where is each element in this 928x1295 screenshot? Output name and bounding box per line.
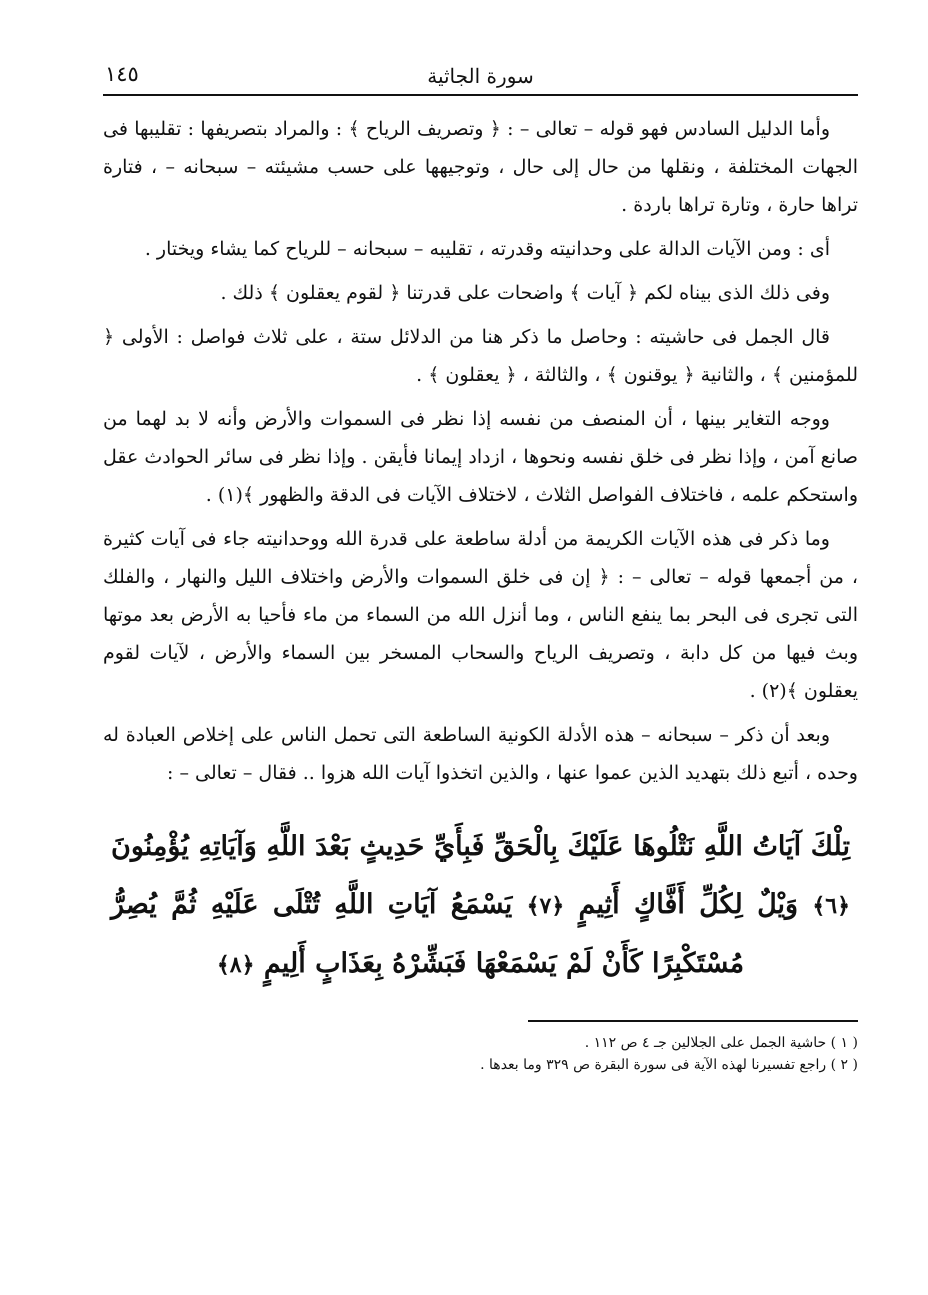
paragraph-difference: ووجه التغاير بينها ، أن المنصف من نفسه إذا نظر فى السموات والأرض وأنه لا بد لهما من صانع آمن ، وإذا نظر فى خلق نفسه ونحوها ، ازداد إيمانا فأيقن . وإذا نظر فى سائر الحوادث عقل واستحكم علمه ، فاختلاف الفواصل الثلاث ، لاختلاف الآيات فى الدقة والظهور ﴾(١) . <box>103 408 858 506</box>
paragraph-related-verse: وما ذكر فى هذه الآيات الكريمة من أدلة ساطعة على قدرة الله ووحدانيته جاء فى آيات كثيرة ، من أجمعها قوله – تعالى – : ﴿ إن فى خلق السموات والأرض واختلاف الليل والنهار ، والفلك التى تجرى فى البحر بما ينفع الناس ، وما أنزل الله من السماء من ماء فأحيا به الأرض بعد موتها وبث فيها من كل دابة ، وتصريف الرياح والسحاب المسخر بين السماء والأرض ، لآيات لقوم يعقلون ﴾(٢) . <box>103 528 858 702</box>
paragraph-transition: وبعد أن ذكر – سبحانه – هذه الأدلة الكونية الساطعة التى تحمل الناس على إخلاص العبادة له وحده ، أتبع ذلك بتهديد الذين عموا عنها ، والذين اتخذوا آيات الله هزوا .. فقال – تعالى – : <box>103 724 858 784</box>
surah-title: سورة الجاثية <box>427 64 534 88</box>
footnote-2: ( ٢ ) راجع تفسيرنا لهذه الآية فى سورة البقرة ص ٣٢٩ وما بعدها . <box>480 1057 858 1073</box>
quran-verse-7: وَيْلٌ لِكُلِّ أَفَّاكٍ أَثِيمٍ <box>578 889 799 920</box>
page-number: ١٤٥ <box>105 62 139 86</box>
paragraph-meaning: أى : ومن الآيات الدالة على وحدانيته وقدرته ، تقليبه – سبحانه – للرياح كما يشاء ويختار . <box>144 238 830 260</box>
footnotes <box>103 1032 858 1076</box>
book-page <box>103 60 858 1235</box>
footnote-divider <box>528 1020 858 1022</box>
page-header <box>103 60 858 96</box>
ayah-number-6: ﴿٦﴾ <box>812 893 850 919</box>
paragraph-jamal-note: قال الجمل فى حاشيته : وحاصل ما ذكر هنا من الدلائل ستة ، على ثلاث فواصل : الأولى ﴿ للمؤمنين ﴾ ، والثانية ﴿ يوقنون ﴾ ، والثالثة ، ﴿ يعقلون ﴾ . <box>103 326 858 386</box>
quran-verses <box>103 818 858 994</box>
footnote-1: ( ١ ) حاشية الجمل على الجلالين جـ ٤ ص ١١٢ . <box>584 1035 858 1051</box>
quran-verse-6: تِلْكَ آيَاتُ اللَّهِ نَتْلُوهَا عَلَيْكَ بِالْحَقِّ فَبِأَيِّ حَدِيثٍ بَعْدَ اللَّهِ وَآيَاتِهِ يُؤْمِنُونَ <box>111 831 850 862</box>
commentary-body <box>103 110 858 792</box>
paragraph-sixth-proof: وأما الدليل السادس فهو قوله – تعالى – : ﴿ وتصريف الرياح ﴾ : والمراد بتصريفها : تقليبها فى الجهات المختلفة ، ونقلها من حال إلى حال ، وتوجيهها على حسب مشيئته – سبحانه – ، فتارة تراها حارة ، وتارة تراها باردة . <box>103 118 858 216</box>
ayah-number-8: ﴿٨﴾ <box>216 952 255 978</box>
paragraph-signs: وفى ذلك الذى بيناه لكم ﴿ آيات ﴾ واضحات على قدرتنا ﴿ لقوم يعقلون ﴾ ذلك . <box>220 282 830 304</box>
ayah-number-7: ﴿٧﴾ <box>526 893 565 919</box>
quran-verse-8: يَسْمَعُ آيَاتِ اللَّهِ تُتْلَى عَلَيْهِ ثُمَّ يُصِرُّ مُسْتَكْبِرًا كَأَنْ لَمْ يَسْمَعْهَا فَبَشِّرْهُ بِعَذَابٍ أَلِيمٍ <box>111 889 745 979</box>
